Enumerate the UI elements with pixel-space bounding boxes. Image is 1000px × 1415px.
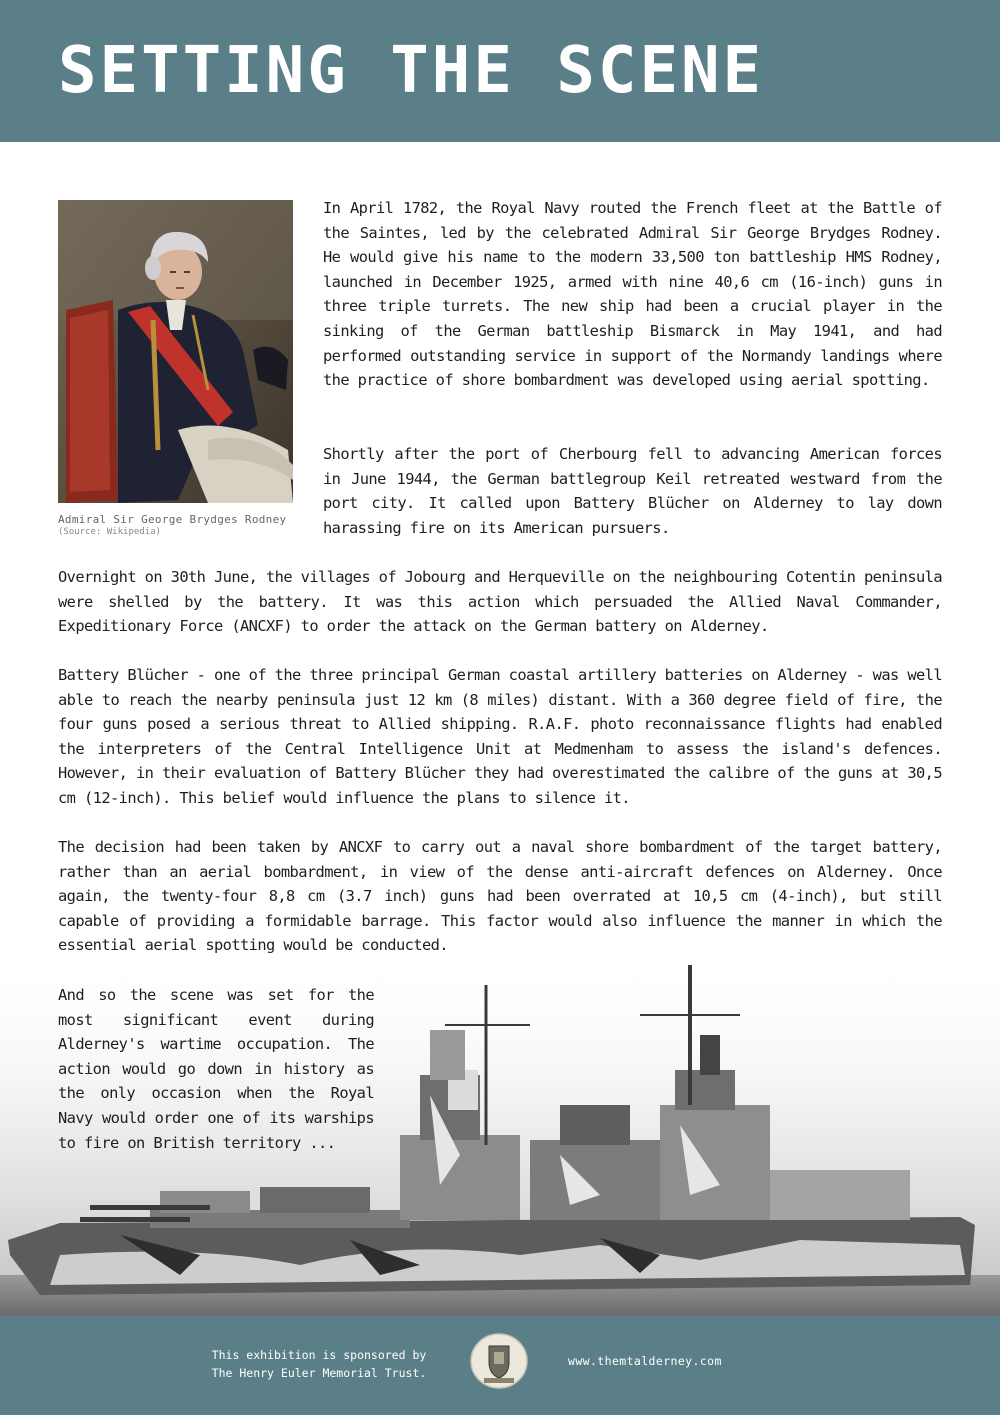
admiral-portrait-image xyxy=(58,200,293,503)
sponsor-line-1: This exhibition is sponsored by xyxy=(211,1348,427,1362)
portrait-caption xyxy=(58,513,298,538)
paragraph-scene-set: And so the scene was set for the most significant event during Alderney's wartime occupation. The action would go down in history as the only occasion when the Royal Navy would order one of its warships to fire on British territory ... xyxy=(58,986,374,1152)
header-band xyxy=(0,0,1000,142)
sponsor-line-2: The Henry Euler Memorial Trust. xyxy=(211,1366,427,1380)
website-link[interactable]: www.themtalderney.com xyxy=(568,1354,722,1368)
sponsor-text xyxy=(195,1346,443,1382)
paragraph-rodney: In April 1782, the Royal Navy routed the French fleet at the Battle of the Saintes, led by the celebrated Admiral Sir George Brydges Rodney. He would give his name to the modern 33,500 ton battleship HMS Rodney, launched in December 1925, armed with nine 40,6 cm (16-inch) guns in three triple turrets. The new ship had been a crucial player in the sinking of the German battleship Bismarck in May 1941, and had performed outstanding service in support of the Normandy landings where the practice of shore bombardment was developed using aerial spotting. xyxy=(323,199,942,390)
paragraph-cherbourg: Shortly after the port of Cherbourg fell to advancing American forces in June 1944, the German battlegroup Keil retreated westward from the port city. It called upon Battery Blücher on Alderney to lay down harassing fire on its American pursuers. xyxy=(323,445,942,537)
trust-crest-logo xyxy=(468,1332,530,1390)
page-title: SETTING THE SCENE xyxy=(58,34,765,108)
caption-source: (Source: Wikipedia) xyxy=(58,527,161,537)
paragraph-shelling: Overnight on 30th June, the villages of Jobourg and Herqueville on the neighbouring Cotentin peninsula were shelled by the battery. It was this action which persuaded the Allied Naval Commander, Expeditionary Force (ANCXF) to order the attack on the German battery on Alderney. xyxy=(58,568,942,636)
paragraph-decision: The decision had been taken by ANCXF to carry out a naval shore bombardment of the target battery, rather than an aerial bombardment, in view of the dense anti-aircraft defences on Alderney. Once again, the twenty-four 8,8 cm (3.7 inch) guns had been overrated at 10,5 cm (4-inch), but still capable of providing a formidable barrage. This factor would also influence the manner in which the essential aerial spotting would be conducted. xyxy=(58,838,942,955)
paragraph-battery-blucher: Battery Blücher - one of the three principal German coastal artillery batteries on Alderney - was well able to reach the nearby peninsula just 12 km (8 miles) distant. With a 360 degree field of fire, the four guns posed a serious threat to Allied shipping. R.A.F. photo reconnaissance flights had enabled the interpreters of the Central Intelligence Unit at Medmenham to assess the island's defences. However, in their evaluation of Battery Blücher they had overestimated the calibre of the guns at 30,5 cm (12-inch). This belief would influence the plans to silence it. xyxy=(58,666,942,807)
caption-title: Admiral Sir George Brydges Rodney xyxy=(58,513,287,526)
